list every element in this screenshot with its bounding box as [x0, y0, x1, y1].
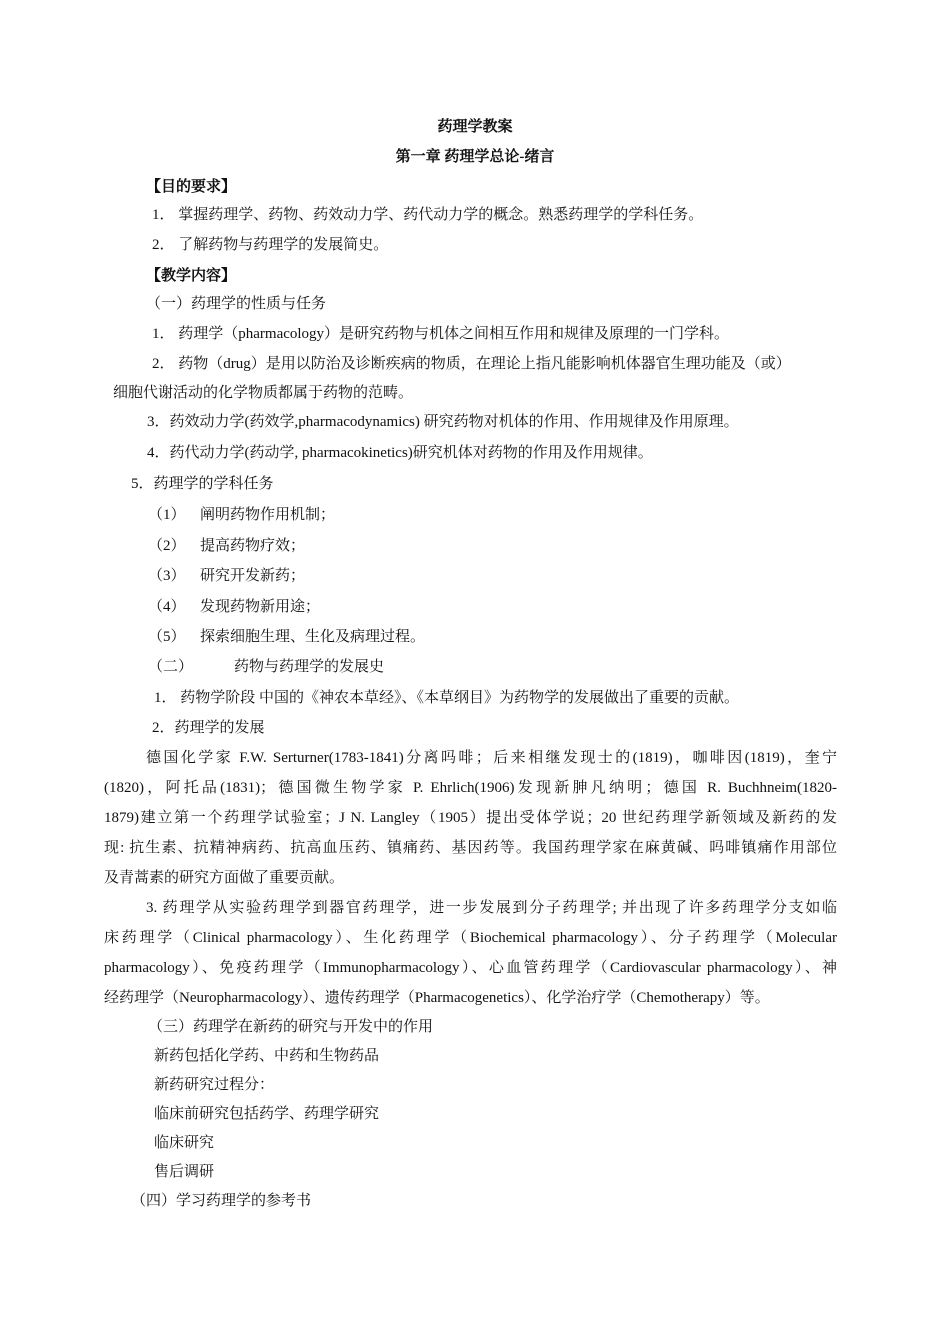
history-paragraph-line: 及青蒿素的研究方面做了重要贡献。 — [104, 870, 345, 886]
history-paragraph-line: (1820)，阿托品(1831)；德国微生物学家 P. Ehrlich(1906)发现新胂凡纳明；德国 R. Buchhneim(1820- — [104, 780, 837, 796]
list-line: 售后调研 — [154, 1164, 215, 1180]
paragraph: 4．药代动力学(药动学, pharmacokinetics)研究机体对药物的作用及作用规律。 — [147, 445, 653, 461]
content-heading: 【教学内容】 — [146, 268, 237, 284]
section-title-text: 药物与药理学的发展史 — [234, 659, 385, 675]
objectives-heading: 【目的要求】 — [146, 179, 237, 195]
paragraph: 3．药效动力学(药效学,pharmacodynamics) 研究药物对机体的作用、作用规律及作用原理。 — [147, 414, 739, 430]
task-number: （3） — [148, 568, 186, 584]
paragraph-continuation: 细胞代谢活动的化学物质都属于药物的范畴。 — [113, 385, 414, 401]
paragraph: 1． 药物学阶段 中国的《神农本草经》、《本草纲目》为药物学的发展做出了重要的贡献。 — [154, 690, 740, 706]
section-1-title: （一）药理学的性质与任务 — [146, 296, 327, 312]
section-4-title: （四）学习药理学的参考书 — [131, 1193, 312, 1209]
list-line: 新药研究过程分： — [154, 1077, 275, 1093]
list-line: 临床研究 — [154, 1135, 215, 1151]
history-paragraph-line: 德国化学家 F.W. Serturner(1783-1841)分离吗啡；后来相继发现士的(1819)，咖啡因(1819)，奎宁 — [146, 750, 837, 766]
task-number: （5） — [148, 629, 186, 645]
paragraph: 1． 药理学（pharmacology）是研究药物与机体之间相互作用和规律及原理的一门学科。 — [152, 326, 730, 342]
history-paragraph-line: 现: 抗生素、抗精神病药、抗高血压药、镇痛药、基因药等。我国药理学家在麻黄碱、吗啡镇痛作用部位 — [104, 840, 837, 856]
task-text: 研究开发新药； — [200, 568, 306, 584]
section-2-title — [148, 657, 384, 677]
task-text: 探索细胞生理、生化及病理过程。 — [200, 629, 426, 645]
paragraph: 2．药理学的发展 — [152, 720, 265, 736]
document-title: 药理学教案 — [437, 119, 513, 135]
task-item — [148, 597, 320, 617]
paragraph: 5．药理学的学科任务 — [131, 476, 274, 492]
task-item — [148, 566, 305, 586]
task-text: 阐明药物作用机制； — [200, 507, 336, 523]
task-number: （1） — [148, 507, 186, 523]
task-number: （4） — [148, 599, 186, 615]
task-item — [148, 505, 335, 525]
section-number: （二） — [148, 659, 194, 675]
task-number: （2） — [148, 538, 186, 554]
task-item — [148, 627, 425, 647]
branches-paragraph-line: 经药理学（Neuropharmacology）、遗传药理学（Pharmacogenetics）、化学治疗学（Chemotherapy）等。 — [104, 990, 770, 1006]
history-paragraph-line: 1879)建立第一个药理学试验室；J N. Langley（1905）提出受体学说；20 世纪药理学新领域及新药的发 — [104, 810, 837, 826]
task-item — [148, 536, 305, 556]
section-3-title: （三）药理学在新药的研究与开发中的作用 — [148, 1019, 434, 1035]
chapter-title: 第一章 药理学总论-绪言 — [395, 149, 555, 165]
paragraph: 2． 药物（drug）是用以防治及诊断疾病的物质，在理论上指凡能影响机体器官生理功能及（或） — [152, 356, 791, 372]
list-line: 临床前研究包括药学、药理学研究 — [154, 1106, 380, 1122]
branches-paragraph-line: 3. 药理学从实验药理学到器官药理学，进一步发展到分子药理学; 并出现了许多药理学分支如临 — [146, 900, 837, 916]
task-text: 发现药物新用途； — [200, 599, 321, 615]
objective-item: 2． 了解药物与药理学的发展简史。 — [152, 237, 389, 253]
list-line: 新药包括化学药、中药和生物药品 — [154, 1048, 380, 1064]
objective-item: 1． 掌握药理学、药物、药效动力学、药代动力学的概念。熟悉药理学的学科任务。 — [152, 207, 704, 223]
task-text: 提高药物疗效； — [200, 538, 306, 554]
branches-paragraph-line: pharmacology）、免疫药理学（Immunopharmacology）、心血管药理学（Cardiovascular pharmacology）、神 — [104, 960, 837, 976]
branches-paragraph-line: 床药理学（Clinical pharmacology）、生化药理学（Biochemical pharmacology）、分子药理学（Molecular — [104, 930, 837, 946]
